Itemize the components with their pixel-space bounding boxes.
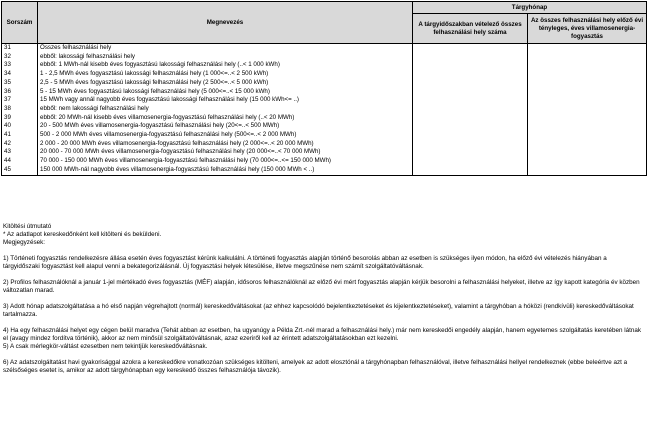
- table-row: [2, 70, 647, 79]
- instructions: [3, 223, 643, 375]
- row-name: ebből: nem lakossági felhasználási hely: [38, 105, 413, 114]
- row-number: 39: [2, 114, 38, 123]
- row-value-a: [413, 157, 528, 166]
- row-number: 45: [2, 166, 38, 175]
- row-name: 1 - 2,5 MWh éves fogyasztású lakossági felhasználási hely (1 000<=..< 2 500 kWh): [38, 70, 413, 79]
- row-value-b: [528, 148, 647, 157]
- data-table: [1, 1, 647, 176]
- row-number: 38: [2, 105, 38, 114]
- row-value-a: [413, 166, 528, 175]
- row-value-b: [528, 114, 647, 123]
- remarks-heading: Megjegyzések:: [3, 239, 45, 246]
- star-note: * Az adatlapot kereskedőnként kell kitölteni és beküldeni.: [3, 231, 162, 238]
- row-name: 15 MWh vagy annál nagyobb éves fogyasztású lakossági felhasználási hely (15 000 kWh<= ..): [38, 96, 413, 105]
- table-row: [2, 44, 647, 53]
- table-row: [2, 148, 647, 157]
- header-megnevezes: Megnevezés: [38, 2, 413, 44]
- row-value-b: [528, 53, 647, 62]
- row-name: 2,5 - 5 MWh éves fogyasztású lakossági felhasználási hely (2 500<=..< 5 000 kWh): [38, 79, 413, 88]
- table-row: [2, 105, 647, 114]
- row-number: 32: [2, 53, 38, 62]
- row-name: 5 - 15 MWh éves fogyasztású lakossági felhasználási hely (5 000<=..< 15 000 kWh): [38, 88, 413, 97]
- row-value-b: [528, 96, 647, 105]
- row-value-a: [413, 88, 528, 97]
- row-number: 43: [2, 148, 38, 157]
- row-value-a: [413, 131, 528, 140]
- row-value-a: [413, 79, 528, 88]
- note-3: 3) Adott hónap adatszolgáltatása a hó első napján végrehajtott (normál) kereskedőváltásokat (az ehhez kapcsolódó bejelentkeztetéseket és kijelentkeztetéseket), valamint a tárgyhóban a hóközi (rendkívüli) kereskedőváltásokat tartalmazza.: [3, 303, 634, 318]
- table-row: [2, 157, 647, 166]
- row-number: 33: [2, 61, 38, 70]
- row-number: 37: [2, 96, 38, 105]
- table-row: [2, 88, 647, 97]
- row-number: 42: [2, 140, 38, 149]
- row-number: 31: [2, 44, 38, 53]
- row-value-b: [528, 70, 647, 79]
- row-value-b: [528, 88, 647, 97]
- row-value-a: [413, 122, 528, 131]
- row-value-a: [413, 53, 528, 62]
- row-name: ebből: 1 MWh-nál kisebb éves fogyasztású lakossági felhasználási hely (..< 1 000 kWh): [38, 61, 413, 70]
- row-value-b: [528, 131, 647, 140]
- row-number: 44: [2, 157, 38, 166]
- note-1: 1) Történeti fogyasztás rendelkezésre állása esetén éves fogyasztást kérünk kalkulálni. A történeti fogyasztás alapján történő besorolás abban az esetben is szükséges ilyen módon, ha előző évi vételezés hiányában a tárgyidőszaki fogyasztást kell alapul venni a bekategorizálásnál. Új fogyasztási helyek létesülése, illetve megszűnése nem számít szolgáltatóváltásnak.: [3, 255, 607, 270]
- row-number: 35: [2, 79, 38, 88]
- table-row: [2, 61, 647, 70]
- header-col-b: Az összes felhasználási hely előző évi tényleges, éves villamosenergia-fogyasztás: [528, 14, 647, 44]
- row-value-a: [413, 105, 528, 114]
- row-value-b: [528, 157, 647, 166]
- row-number: 36: [2, 88, 38, 97]
- header-sorszam: Sorszám: [2, 2, 38, 44]
- row-value-a: [413, 96, 528, 105]
- row-number: 41: [2, 131, 38, 140]
- row-value-b: [528, 79, 647, 88]
- table-row: [2, 131, 647, 140]
- row-number: 40: [2, 122, 38, 131]
- table-row: [2, 166, 647, 175]
- table-row: [2, 96, 647, 105]
- note-6: 6) Az adatszolgáltatást havi gyakorisággal azokra a kereskedőkre vonatkozóan szükséges kitölteni, amelyek az adott elosztónál a tárgyhónapban felhasználóval, illetve felhasználási hellyel rendelkeznek (ebbe beleértve azt a szélsőséges esetet is, amikor az adott tárgyhónapban egy kereskedő összes felhasználója távozik).: [3, 359, 628, 374]
- row-value-b: [528, 122, 647, 131]
- row-name: 20 - 500 MWh éves villamosenergia-fogyasztású felhasználási hely (20<=..< 500 MWh): [38, 122, 413, 131]
- table-row: [2, 114, 647, 123]
- row-name: ebből: 20 MWh-nál kisebb éves villamosenergia-fogyasztású felhasználási hely (..< 20 MWh): [38, 114, 413, 123]
- table-row: [2, 79, 647, 88]
- row-value-a: [413, 44, 528, 53]
- row-value-b: [528, 61, 647, 70]
- note-2: 2) Profilos felhasználóknál a január 1-jel mértékadó éves fogyasztás (MÉF) alapján, idősoros felhasználóknál az előző évi mért fogyasztás alapján kérjük besorolni a felhasználási helyeket, illetve az így kapott kategória év közben változatlan marad.: [3, 279, 640, 294]
- row-value-a: [413, 140, 528, 149]
- table-row: [2, 140, 647, 149]
- note-5: 5) A csak mérlegkör-váltást ezesetben nem tekintjük kereskedőváltásnak.: [3, 343, 208, 350]
- row-name: 70 000 - 150 000 MWh éves villamosenergia-fogyasztású felhasználási hely (70 000<=..<= 150 000 MWh): [38, 157, 413, 166]
- row-name: 20 000 - 70 000 MWh éves villamosenergia-fogyasztású felhasználási hely (20 000<=..< 70 000 MWh): [38, 148, 413, 157]
- row-name: Összes felhasználási hely: [38, 44, 413, 53]
- row-value-b: [528, 140, 647, 149]
- row-number: 34: [2, 70, 38, 79]
- row-value-b: [528, 44, 647, 53]
- row-value-b: [528, 105, 647, 114]
- table-row: [2, 122, 647, 131]
- row-value-b: [528, 166, 647, 175]
- row-value-a: [413, 114, 528, 123]
- row-value-a: [413, 148, 528, 157]
- row-name: 150 000 MWh-nál nagyobb éves villamosenergia-fogyasztású felhasználási hely (150 000 MWh < ..): [38, 166, 413, 175]
- row-name: ebből: lakossági felhasználási hely: [38, 53, 413, 62]
- row-value-a: [413, 70, 528, 79]
- row-name: 2 000 - 20 000 MWh éves villamosenergia-fogyasztású felhasználási hely (2 000<=..< 20 000 MWh): [38, 140, 413, 149]
- table-row: [2, 53, 647, 62]
- instructions-title: Kitöltési útmutató: [3, 223, 52, 230]
- header-targyhonap: Tárgyhónap: [413, 2, 647, 14]
- row-name: 500 - 2 000 MWh éves villamosenergia-fogyasztású felhasználási hely (500<=..< 2 000 MWh): [38, 131, 413, 140]
- note-4: 4) Ha egy felhasználási helyet egy cégen belül maradva (Tehát abban az esetben, ha ugyanúgy a Példa Zrt.-nél marad a felhasználási hely.) már nem kereskedői engedély alapján, hanem egyetemes szolgáltatás keretében látnak el (avagy mindez fordítva történik), akkor az nem minősül szolgáltatóváltásnak, azaz ezeriről kell az érintett adatszolgáltatásokban ezt kezelni.: [3, 327, 641, 342]
- header-col-a: A tárgyidőszakban vételező összes felhasználási hely száma: [413, 14, 528, 44]
- row-value-a: [413, 61, 528, 70]
